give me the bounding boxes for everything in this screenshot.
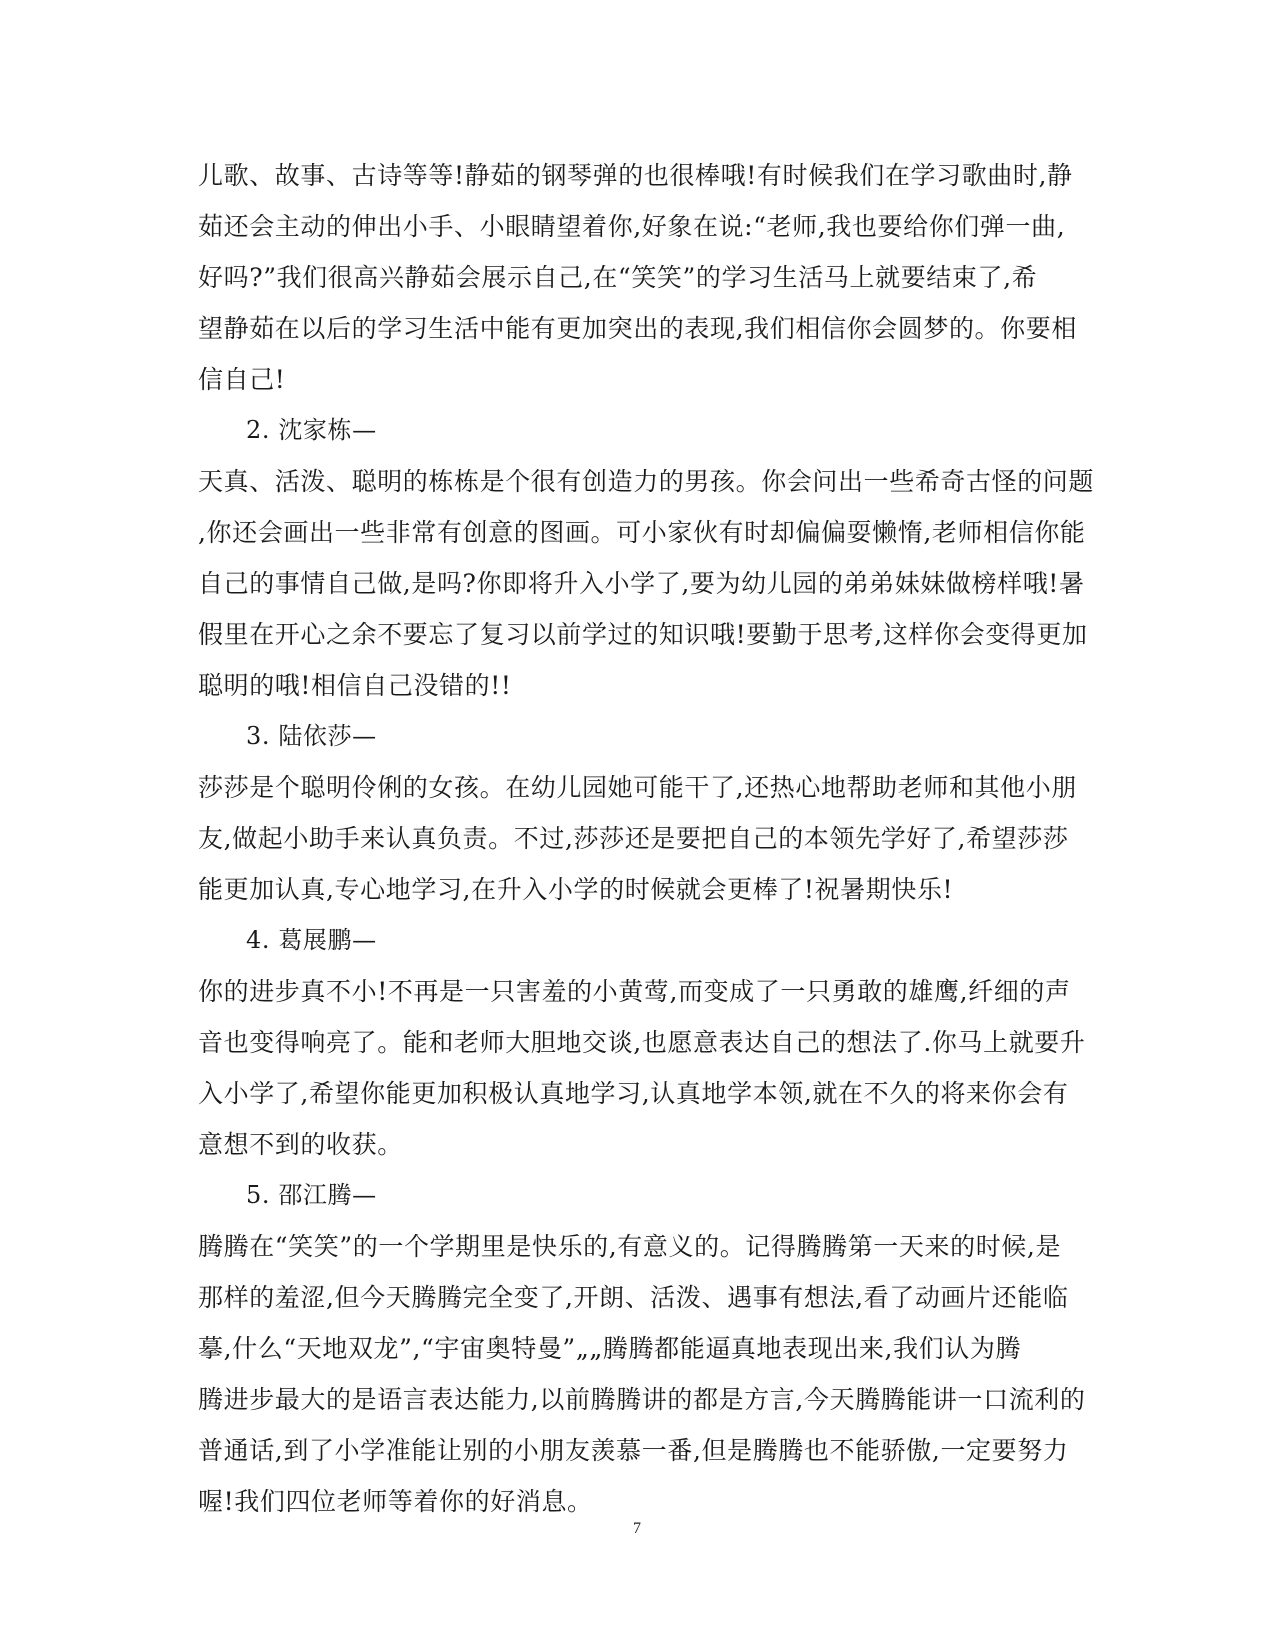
body-line: 好吗?”我们很高兴静茹会展示自己,在“笑笑”的学习生活马上就要结束了,希 bbox=[198, 263, 1038, 292]
page-number: 7 bbox=[633, 1520, 641, 1537]
section-heading: 3. 陆依莎— bbox=[246, 722, 377, 750]
section-heading: 2. 沈家栋— bbox=[246, 416, 377, 444]
body-line: 摹,什么“天地双龙”,“宇宙奥特曼”„„腾腾都能逼真地表现出来,我们认为腾 bbox=[198, 1334, 1022, 1363]
body-line: 腾腾在“笑笑”的一个学期里是快乐的,有意义的。记得腾腾第一天来的时候,是 bbox=[198, 1232, 1062, 1261]
body-line: 莎莎是个聪明伶俐的女孩。在幼儿园她可能干了,还热心地帮助老师和其他小朋 bbox=[198, 773, 1077, 802]
body-line: ,你还会画出一些非常有创意的图画。可小家伙有时却偏偏耍懒惰,老师相信你能 bbox=[198, 518, 1086, 547]
body-line: 望静茹在以后的学习生活中能有更加突出的表现,我们相信你会圆梦的。你要相 bbox=[198, 314, 1077, 343]
document-body bbox=[198, 150, 1095, 1527]
body-line: 天真、活泼、聪明的栋栋是个很有创造力的男孩。你会问出一些希奇古怪的问题 bbox=[198, 467, 1095, 496]
body-line: 入小学了,希望你能更加积极认真地学习,认真地学本领,就在不久的将来你会有 bbox=[198, 1079, 1069, 1108]
body-line: 喔!我们四位老师等着你的好消息。 bbox=[198, 1487, 593, 1516]
section-heading: 4. 葛展鹏— bbox=[246, 926, 377, 954]
body-line: 友,做起小助手来认真负责。不过,莎莎还是要把自己的本领先学好了,希望莎莎 bbox=[198, 824, 1069, 853]
body-line: 音也变得响亮了。能和老师大胆地交谈,也愿意表达自己的想法了.你马上就要升 bbox=[198, 1028, 1086, 1057]
body-line: 意想不到的收获。 bbox=[198, 1130, 403, 1159]
body-line: 信自己! bbox=[198, 365, 286, 394]
section-heading: 5. 邵江腾— bbox=[246, 1181, 377, 1209]
body-line: 聪明的哦!相信自己没错的!! bbox=[198, 671, 512, 700]
body-line: 能更加认真,专心地学习,在升入小学的时候就会更棒了!祝暑期快乐! bbox=[198, 875, 954, 904]
body-line: 普通话,到了小学准能让别的小朋友羡慕一番,但是腾腾也不能骄傲,一定要努力 bbox=[198, 1436, 1069, 1465]
body-line: 你的进步真不小!不再是一只害羞的小黄莺,而变成了一只勇敢的雄鹰,纤细的声 bbox=[198, 977, 1071, 1006]
body-line: 茹还会主动的伸出小手、小眼睛望着你,好象在说:“老师,我也要给你们弹一曲, bbox=[198, 212, 1066, 241]
body-line: 自己的事情自己做,是吗?你即将升入小学了,要为幼儿园的弟弟妹妹做榜样哦!暑 bbox=[198, 569, 1085, 598]
body-line: 儿歌、故事、古诗等等!静茹的钢琴弹的也很棒哦!有时候我们在学习歌曲时,静 bbox=[198, 161, 1073, 190]
body-line: 假里在开心之余不要忘了复习以前学过的知识哦!要勤于思考,这样你会变得更加 bbox=[198, 620, 1088, 649]
body-line: 腾进步最大的是语言表达能力,以前腾腾讲的都是方言,今天腾腾能讲一口流利的 bbox=[198, 1385, 1086, 1414]
body-line: 那样的羞涩,但今天腾腾完全变了,开朗、活泼、遇事有想法,看了动画片还能临 bbox=[198, 1283, 1069, 1312]
